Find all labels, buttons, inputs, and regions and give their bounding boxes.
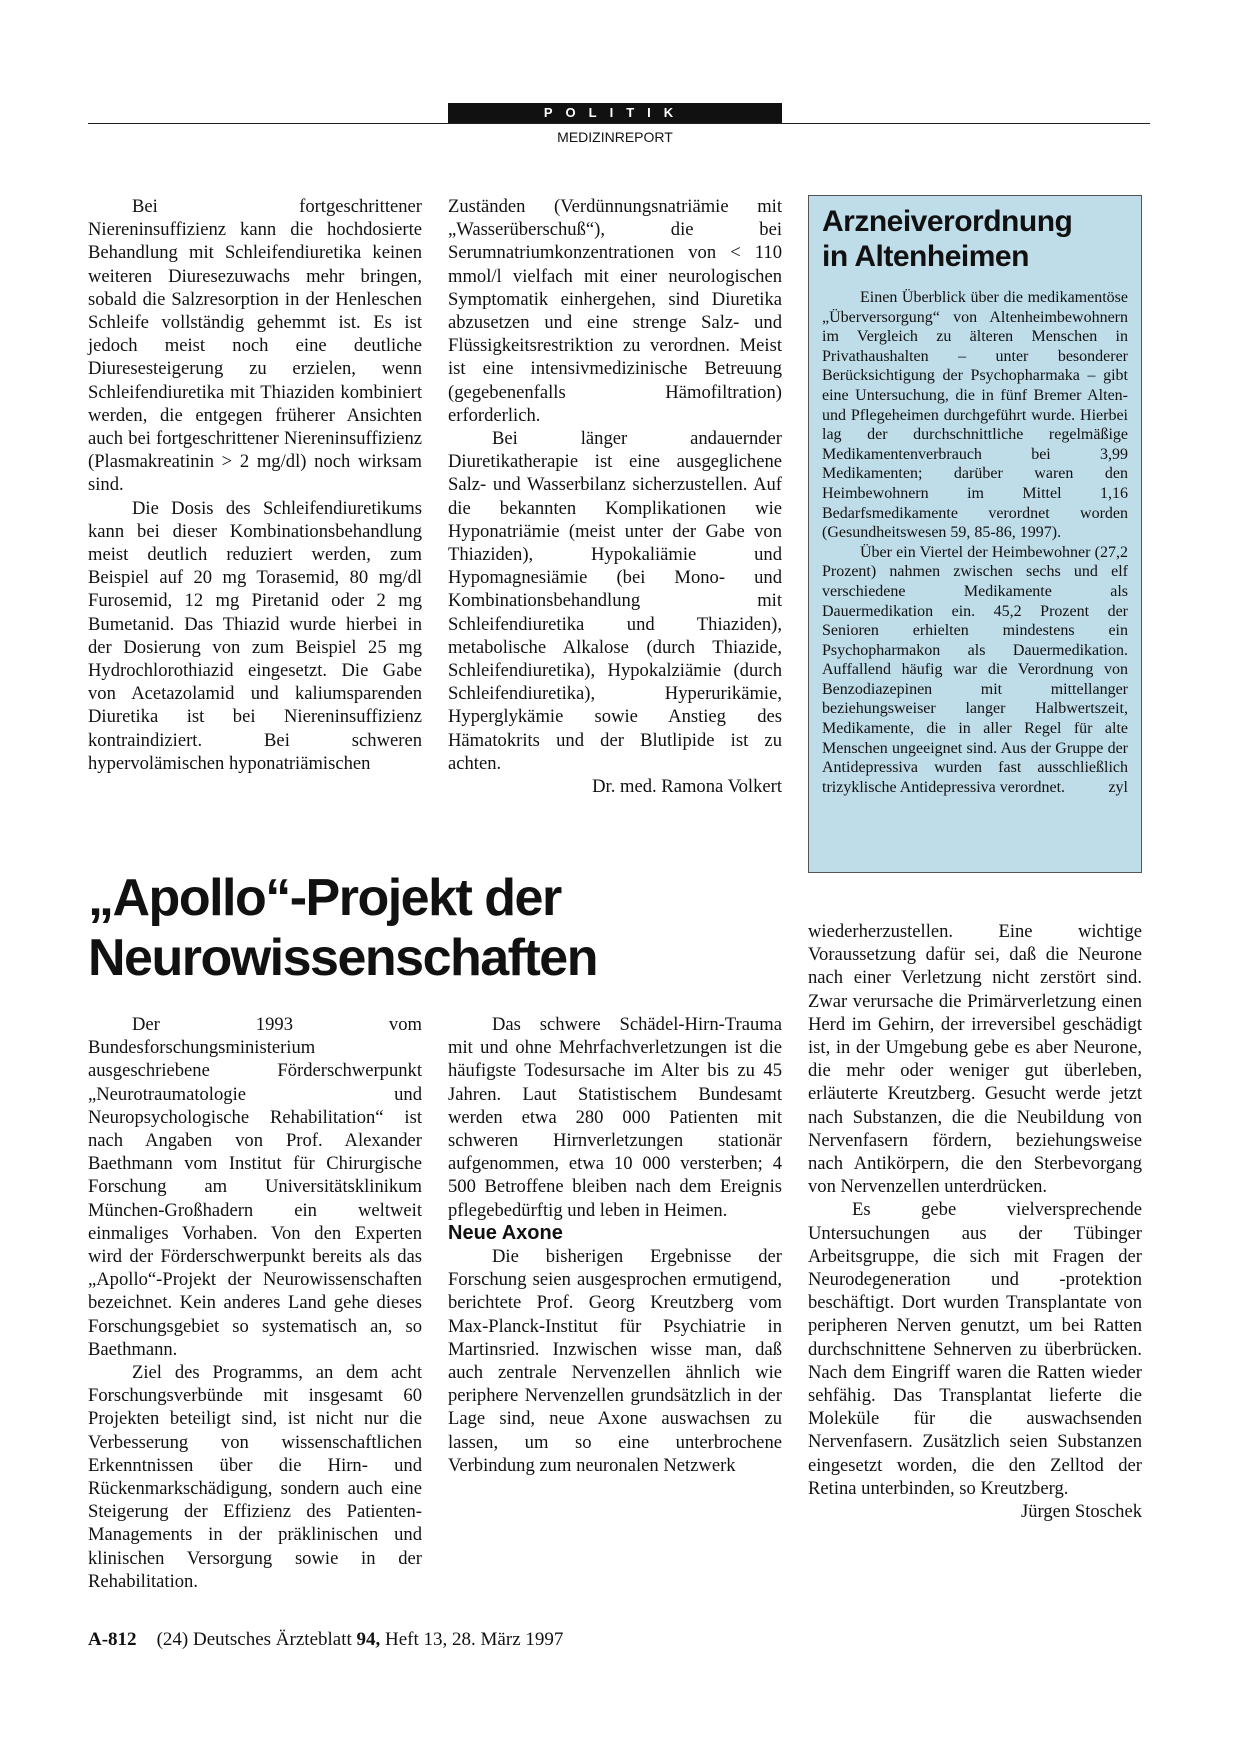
citation-pre: (24) Deutsches Ärzteblatt — [156, 1629, 357, 1650]
paragraph — [808, 1198, 1142, 1523]
author-signature: Jürgen Stoschek — [1020, 1501, 1142, 1523]
article2-column-2 — [448, 1013, 782, 1477]
paragraph: Die Dosis des Schleifendiuretikums kann bei dieser Kombinationsbehandlung meist deutlich reduziert werden, zum Beispiel auf 20 mg Torasemid, 80 mg/dl Furosemid, 12 mg Piretanid oder 2 mg Bumetanid. Das Thiazid wurde hierbei in der Dosierung von zum Beispiel 25 mg Hydrochlorothiazid eingesetzt. Die Gabe von Acetazolamid und kaliumsparenden Diuretika ist bei Niereninsuffizienz kontraindiziert. Bei schweren hypervolämischen hyponatriämischen — [88, 497, 422, 774]
paragraph: Zuständen (Verdünnungsnatriämie mit „Wasserüberschuß“), die bei Serumnatriumkonzentrationen von < 110 mmol/l vielfach mit einer neurologischen Symptomatik einhergehen, sind Diuretika abzusetzen und eine strenge Salz- und Flüssigkeitsrestriktion zu verordnen. Meist ist eine intensivmedizinische Betreuung (gegebenenfalls Hämofiltration) erforderlich. — [448, 196, 782, 426]
sidebar-signature: zyl — [1108, 778, 1128, 796]
sidebar-title-line-1: Arzneiverordnung — [822, 205, 1073, 238]
paragraph-text: Über ein Viertel der Heimbewohner (27,2 Prozent) nahmen zwischen sechs und elf verschiedene Medikamente als Dauermedikation ein. 45,2 Prozent der Senioren erhielten mindestens ein Psychopharmakon als Dauermedikation. Auffallend häufig war die Verordnung von Benzodiazepinen mit mittellanger beziehungsweiser langer Halbwertszeit, Medikamente, die in aller Regel für alte Menschen ungeeignet sind. Aus der Gruppe der Antidepressiva wurden fast ausschließlich trizyklische Antidepressiva verordnet. — [822, 543, 1128, 796]
subheading: Neue Axone — [448, 1221, 563, 1244]
article1-column-1 — [88, 195, 422, 775]
paragraph: Einen Überblick über die medikamentöse „Überversorgung“ von Altenheimbewohnern im Vergleich zu älteren Menschen in Privathaushalten – unter besonderer Berücksichtigung der Psychopharmaka – gibt eine Untersuchung, die in fünf Bremer Alten- und Pflegeheimen durchgeführt wurde. Hierbei lag der durchschnittliche regelmäßige Medikamentenverbrauch bei 3,99 Medikamenten; darüber waren den Heimbewohnern im Mittel 1,16 Bedarfsmedikamente verordnet worden (Gesundheitswesen 59, 85-86, 1997). — [822, 289, 1128, 542]
sidebar-text — [822, 288, 1128, 797]
page-number: A-812 — [88, 1629, 137, 1650]
article2-headline — [88, 868, 788, 988]
paragraph: wiederherzustellen. Eine wichtige Voraussetzung dafür sei, daß die Neurone nach einer Verletzung nicht zerstört sind. Zwar verursache die Primärverletzung einen Herd im Gehirn, der irreversibel geschädigt ist, in der Umgebung gebe es aber Neurone, die mehr oder weniger gut überleben, erläuterte Kreutzberg. Gesucht werde jetzt nach Substanzen, die die Neubildung von Nervenfasern fördern, beziehungsweise nach Antikörpern, die den Sterbevorgang von Nervenzellen unterdrücken. — [808, 921, 1142, 1198]
paragraph — [822, 543, 1128, 798]
citation-post: Heft 13, 28. März 1997 — [380, 1629, 564, 1650]
paragraph: Bei länger andauernder Diuretikatherapie ist eine ausgeglichene Salz- und Wasserbilanz sicherzustellen. Auf die bekannten Komplikationen wie Hyponatriämie (meist unter der Gabe von Thiaziden), Hypokaliämie und Hypomagnesiämie (bei Mono- und Kombinationsbehandlung mit Schleifendiuretika und Thiaziden), metabolische Alkalose (durch Thiazide, Schleifendiuretika), Hypokalziämie (durch Schleifendiuretika), Hyperurikämie, Hyperglykämie sowie Anstieg des Hämatokrits und der Blutlipide ist zu achten. — [448, 428, 782, 774]
paragraph: Ziel des Programms, an dem acht Forschungsverbünde mit insgesamt 60 Projekten beteiligt sind, ist nicht nur die Verbesserung von wissenschaftlichen Erkenntnissen über die Hirn- und Rückenmarkschädigung, sondern auch eine Steigerung der Effizienz des Patienten-Managements in der präklinischen und klinischen Versorgung sowie in der Rehabilitation. — [88, 1362, 422, 1592]
paragraph: Bei fortgeschrittener Niereninsuffizienz kann die hochdosierte Behandlung mit Schleifendiuretika keinen weiteren Diuresezuwachs mehr bringen, sobald die Salzresorption in der Henleschen Schleife vollständig gehemmt ist. Es ist jedoch meist noch eine deutliche Diuresesteigerung zu erzielen, wenn Schleifendiuretika mit Thiaziden kombiniert werden, die entgegen früherer Ansichten auch bei fortgeschrittener Niereninsuffizienz (Plasmakreatinin > 2 mg/dl) noch wirksam sind. — [88, 196, 422, 496]
section-subrubric: MEDIZINREPORT — [557, 129, 673, 145]
sidebar-title — [822, 204, 1128, 274]
paragraph: Der 1993 vom Bundesforschungsministerium ausgeschriebene Förderschwerpunkt „Neurotraumatologie und Neuropsychologische Rehabilitation“ ist nach Angaben von Prof. Alexander Baethmann vom Institut für Chirurgische Forschung am Universitätsklinikum München-Großhadern ein weltweit einmaliges Vorhaben. Von den Experten wird der Förderschwerpunkt bereits als das „Apollo“-Projekt der Neurowissenschaften bezeichnet. Kein anderes Land gehe dieses Forschungsgebiet so systematisch an, so Baethmann. — [88, 1014, 422, 1360]
headline-line-1: „Apollo“-Projekt der — [88, 869, 561, 927]
section-rubric: POLITIK — [448, 103, 782, 123]
article1-column-2 — [448, 195, 782, 798]
paragraph-text: Es gebe vielversprechende Untersuchungen aus der Tübinger Arbeitsgruppe, die sich mit Fragen der Neurodegeneration und -protektion beschäftigt. Dort wurden Transplantate von peripheren Nerven genutzt, um bei Ratten durchschnittene Sehnerven zu überbrücken. Nach dem Eingriff waren die Ratten wieder sehfähig. Das Transplantat lieferte die Moleküle für die auswachsenden Nervenfasern. Zusätzlich seien Substanzen eingesetzt worden, die den Zelltod der Retina unterbinden, so Kreutzberg. — [808, 1199, 1142, 1499]
citation-volume: 94, — [356, 1629, 381, 1650]
header-rule — [88, 123, 1150, 124]
sidebar-box — [808, 195, 1142, 873]
headline-line-2: Neurowissenschaften — [88, 929, 597, 987]
paragraph: Die bisherigen Ergebnisse der Forschung seien ausgesprochen ermutigend, berichtete Prof. Georg Kreutzberg vom Max-Planck-Institut für Psychiatrie in Martinsried. Inzwischen wisse man, daß auch zentrale Nervenzellen ähnlich wie periphere Nervenzellen grundsätzlich in der Lage sind, neue Axone auswachsen zu lassen, um so eine unterbrochene Verbindung zum neuronalen Netzwerk — [448, 1246, 782, 1476]
author-signature: Dr. med. Ramona Volkert — [592, 776, 782, 798]
page-footer — [88, 1629, 563, 1651]
article2-column-3 — [808, 920, 1142, 1523]
article2-column-1 — [88, 1013, 422, 1593]
paragraph: Das schwere Schädel-Hirn-Trauma mit und ohne Mehrfachverletzungen ist die häufigste Todesursache im Alter bis zu 45 Jahren. Laut Statistischem Bundesamt werden etwa 280 000 Patienten mit schweren Hirnverletzungen stationär aufgenommen, etwa 10 000 versterben; 4 500 Betroffene bleiben nach dem Ereignis pflegebedürftig und leben in Heimen. — [448, 1014, 782, 1221]
sidebar-title-line-2: in Altenheimen — [822, 240, 1029, 273]
